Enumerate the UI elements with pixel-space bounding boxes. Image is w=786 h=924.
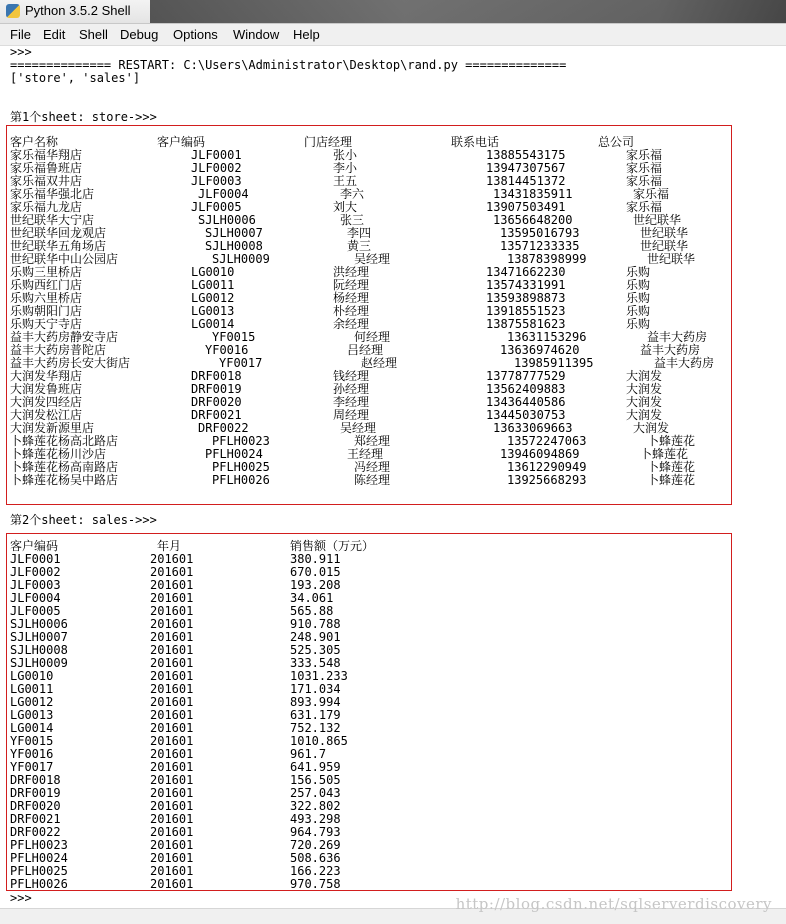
store-cell-name: 卜蜂莲花杨高北路店 [10,434,119,448]
store-cell-name: 乐购朝阳门店 [10,304,83,318]
sales-cell-code: LG0012 [10,695,54,709]
sales-cell-code: LG0013 [10,708,54,722]
sales-cell-yearmonth: 201601 [150,721,194,735]
store-cell-name: 益丰大药房静安寺店 [10,330,119,344]
store-cell-hq: 益丰大药房 [640,343,701,357]
menu-window[interactable]: Window [233,27,280,42]
store-cell-name: 世纪联华中山公园店 [10,252,119,266]
store-cell-name: 卜蜂莲花杨高南路店 [10,460,119,474]
store-cell-name: 大润发新源里店 [10,421,95,435]
store-cell-name: 益丰大药房普陀店 [10,343,107,357]
store-cell-manager: 吕经理 [347,343,384,357]
store-cell-code: PFLH0024 [205,447,263,461]
store-cell-code: LG0012 [191,291,235,305]
store-cell-name: 家乐福双井店 [10,174,83,188]
store-cell-phone: 13571233335 [500,239,580,253]
store-cell-hq: 大润发 [633,421,670,435]
store-cell-code: PFLH0026 [212,473,270,487]
sales-cell-amount: 752.132 [290,721,341,735]
store-cell-name: 乐购六里桥店 [10,291,83,305]
store-cell-code: DRF0019 [191,382,242,396]
sales-cell-code: PFLH0025 [10,864,68,878]
sales-cell-yearmonth: 201601 [150,773,194,787]
store-cell-manager: 周经理 [333,408,370,422]
sales-cell-amount: 193.208 [290,578,341,592]
store-cell-hq: 世纪联华 [640,226,689,240]
store-cell-phone: 13885543175 [486,148,566,162]
sales-cell-code: SJLH0007 [10,630,68,644]
store-cell-name: 家乐福华翔店 [10,148,83,162]
store-column-header: 门店经理 [304,135,353,149]
sales-cell-yearmonth: 201601 [150,565,194,579]
store-cell-hq: 大润发 [626,408,663,422]
sales-cell-amount: 257.043 [290,786,341,800]
store-cell-hq: 家乐福 [626,148,663,162]
menu-help[interactable]: Help [293,27,320,42]
sales-cell-code: DRF0021 [10,812,61,826]
sales-cell-amount: 1031.233 [290,669,348,683]
store-cell-manager: 李四 [347,226,372,240]
sales-cell-amount: 525.305 [290,643,341,657]
store-cell-code: PFLH0025 [212,460,270,474]
store-cell-name: 家乐福鲁班店 [10,161,83,175]
store-cell-phone: 13471662230 [486,265,566,279]
store-cell-phone: 13925668293 [507,473,587,487]
store-cell-code: JLF0001 [191,148,242,162]
store-cell-name: 世纪联华五角场店 [10,239,107,253]
sales-cell-yearmonth: 201601 [150,760,194,774]
store-cell-hq: 益丰大药房 [647,330,708,344]
shell-output[interactable] [0,46,786,908]
store-cell-code: SJLH0008 [205,239,263,253]
store-cell-manager: 孙经理 [333,382,370,396]
sales-cell-yearmonth: 201601 [150,786,194,800]
menu-bar [0,24,786,46]
sales-column-header: 客户编码 [10,539,59,553]
prompt: >>> [10,45,32,59]
sales-cell-amount: 156.505 [290,773,341,787]
store-cell-name: 大润发松江店 [10,408,83,422]
sales-cell-code: YF0016 [10,747,54,761]
store-cell-name: 世纪联华回龙观店 [10,226,107,240]
store-cell-manager: 钱经理 [333,369,370,383]
store-cell-hq: 世纪联华 [640,239,689,253]
store-column-header: 客户名称 [10,135,59,149]
store-cell-hq: 乐购 [626,291,651,305]
title-bar-background [150,0,786,23]
store-cell-manager: 杨经理 [333,291,370,305]
sales-cell-yearmonth: 201601 [150,669,194,683]
sales-cell-amount: 961.7 [290,747,327,761]
sales-cell-yearmonth: 201601 [150,617,194,631]
sales-column-header: 年月 [157,539,182,553]
sales-cell-amount: 641.959 [290,760,341,774]
store-cell-code: JLF0005 [191,200,242,214]
store-cell-manager: 冯经理 [354,460,391,474]
menu-options[interactable]: Options [173,27,218,42]
menu-debug[interactable]: Debug [120,27,159,42]
sales-cell-amount: 380.911 [290,552,341,566]
store-cell-name: 大润发鲁班店 [10,382,83,396]
store-cell-code: SJLH0007 [205,226,263,240]
sales-cell-yearmonth: 201601 [150,864,194,878]
store-cell-hq: 大润发 [626,369,663,383]
store-cell-name: 益丰大药房长安大街店 [10,356,131,370]
store-cell-hq: 家乐福 [626,200,663,214]
store-cell-manager: 陈经理 [354,473,391,487]
sales-column-header: 销售额（万元） [290,539,375,553]
sales-cell-amount: 333.548 [290,656,341,670]
store-cell-manager: 朴经理 [333,304,370,318]
store-cell-code: DRF0022 [198,421,249,435]
sales-cell-code: JLF0001 [10,552,61,566]
sales-cell-code: SJLH0006 [10,617,68,631]
store-cell-phone: 13778777529 [486,369,566,383]
store-cell-manager: 吴经理 [354,252,391,266]
store-cell-name: 卜蜂莲花杨吴中路店 [10,473,119,487]
store-cell-phone: 13947307567 [486,161,566,175]
store-cell-phone: 13631153296 [507,330,587,344]
store-cell-hq: 益丰大药房 [654,356,715,370]
store-table [6,125,732,505]
store-cell-name: 乐购天宁寺店 [10,317,83,331]
sales-cell-code: JLF0004 [10,591,61,605]
store-cell-manager: 郑经理 [354,434,391,448]
store-cell-code: YF0015 [212,330,256,344]
store-cell-manager: 李经理 [333,395,370,409]
store-cell-phone: 13436440586 [486,395,566,409]
sales-cell-amount: 970.758 [290,877,341,891]
sales-cell-code: DRF0022 [10,825,61,839]
store-cell-phone: 13946094869 [500,447,580,461]
store-cell-phone: 13918551523 [486,304,566,318]
store-cell-phone: 13636974620 [500,343,580,357]
store-cell-code: DRF0018 [191,369,242,383]
store-cell-code: SJLH0009 [212,252,270,266]
sales-cell-code: JLF0003 [10,578,61,592]
sales-cell-code: LG0011 [10,682,54,696]
sales-cell-yearmonth: 201601 [150,838,194,852]
store-cell-code: YF0016 [205,343,249,357]
sheet1-header: 第1个sheet: store->>> [10,110,157,124]
sales-cell-amount: 1010.865 [290,734,348,748]
sales-cell-amount: 720.269 [290,838,341,852]
sales-cell-amount: 631.179 [290,708,341,722]
python-icon [6,4,20,18]
store-cell-hq: 世纪联华 [647,252,696,266]
sales-cell-yearmonth: 201601 [150,682,194,696]
store-cell-hq: 卜蜂莲花 [647,473,696,487]
sales-cell-yearmonth: 201601 [150,825,194,839]
sales-cell-amount: 171.034 [290,682,341,696]
store-cell-name: 大润发四经店 [10,395,83,409]
store-cell-name: 大润发华翔店 [10,369,83,383]
store-cell-manager: 何经理 [354,330,391,344]
store-cell-phone: 13814451372 [486,174,566,188]
store-cell-hq: 乐购 [626,278,651,292]
sales-cell-yearmonth: 201601 [150,877,194,891]
store-cell-code: PFLH0023 [212,434,270,448]
store-column-header: 客户编码 [157,135,206,149]
store-cell-hq: 乐购 [626,304,651,318]
sheet2-header: 第2个sheet: sales->>> [10,513,157,527]
menu-shell[interactable]: Shell [79,27,108,42]
store-cell-phone: 13572247063 [507,434,587,448]
store-cell-hq: 卜蜂莲花 [647,434,696,448]
sales-cell-yearmonth: 201601 [150,734,194,748]
sales-cell-code: PFLH0023 [10,838,68,852]
sales-cell-code: SJLH0008 [10,643,68,657]
store-cell-name: 乐购三里桥店 [10,265,83,279]
store-cell-phone: 13985911395 [514,356,594,370]
store-cell-code: SJLH0006 [198,213,256,227]
sales-cell-yearmonth: 201601 [150,630,194,644]
store-cell-phone: 13875581623 [486,317,566,331]
sales-cell-code: LG0014 [10,721,54,735]
store-cell-hq: 大润发 [626,382,663,396]
sales-cell-amount: 493.298 [290,812,341,826]
sales-cell-amount: 565.88 [290,604,334,618]
store-cell-code: LG0010 [191,265,235,279]
store-cell-code: DRF0020 [191,395,242,409]
sales-cell-yearmonth: 201601 [150,552,194,566]
store-cell-phone: 13656648200 [493,213,573,227]
store-cell-name: 家乐福九龙店 [10,200,83,214]
store-cell-manager: 黄三 [347,239,372,253]
sales-cell-yearmonth: 201601 [150,656,194,670]
sales-cell-amount: 910.788 [290,617,341,631]
menu-edit[interactable]: Edit [43,27,66,42]
sales-cell-yearmonth: 201601 [150,708,194,722]
store-cell-hq: 卜蜂莲花 [640,447,689,461]
sheets-list: ['store', 'sales'] [10,71,141,85]
sales-cell-code: JLF0005 [10,604,61,618]
store-cell-phone: 13445030753 [486,408,566,422]
store-cell-hq: 家乐福 [626,161,663,175]
store-cell-phone: 13593898873 [486,291,566,305]
store-cell-phone: 13907503491 [486,200,566,214]
store-cell-phone: 13595016793 [500,226,580,240]
store-cell-manager: 王五 [333,174,358,188]
store-cell-name: 家乐福华强北店 [10,187,95,201]
sales-cell-code: DRF0019 [10,786,61,800]
sales-cell-code: YF0015 [10,734,54,748]
sales-cell-yearmonth: 201601 [150,591,194,605]
store-cell-manager: 洪经理 [333,265,370,279]
store-cell-code: YF0017 [219,356,263,370]
sales-cell-amount: 508.636 [290,851,341,865]
window-title: Python 3.5.2 Shell [25,3,131,18]
sales-cell-code: DRF0018 [10,773,61,787]
store-column-header: 总公司 [598,135,635,149]
store-cell-hq: 家乐福 [626,174,663,188]
store-cell-name: 世纪联华大宁店 [10,213,95,227]
store-cell-code: LG0011 [191,278,235,292]
title-bar [0,0,786,24]
sales-cell-code: DRF0020 [10,799,61,813]
store-cell-phone: 13633069663 [493,421,573,435]
store-cell-manager: 吴经理 [340,421,377,435]
sales-cell-code: LG0010 [10,669,54,683]
store-cell-name: 乐购西红门店 [10,278,83,292]
sales-table [6,533,732,891]
store-cell-hq: 家乐福 [633,187,670,201]
sales-cell-yearmonth: 201601 [150,812,194,826]
store-cell-phone: 13612290949 [507,460,587,474]
store-cell-hq: 卜蜂莲花 [647,460,696,474]
store-cell-code: JLF0004 [198,187,249,201]
sales-cell-yearmonth: 201601 [150,695,194,709]
menu-file[interactable]: File [10,27,31,42]
store-cell-manager: 张小 [333,148,358,162]
sales-cell-yearmonth: 201601 [150,747,194,761]
store-cell-code: JLF0003 [191,174,242,188]
store-cell-manager: 余经理 [333,317,370,331]
sales-cell-code: JLF0002 [10,565,61,579]
sales-cell-code: PFLH0024 [10,851,68,865]
sales-cell-yearmonth: 201601 [150,643,194,657]
watermark: http://blog.csdn.net/sqlserverdiscovery [455,895,772,913]
store-cell-phone: 13431835911 [493,187,573,201]
store-column-header: 联系电话 [451,135,500,149]
store-cell-code: JLF0002 [191,161,242,175]
store-cell-manager: 李六 [340,187,365,201]
store-cell-manager: 赵经理 [361,356,398,370]
sales-cell-amount: 670.015 [290,565,341,579]
store-cell-hq: 世纪联华 [633,213,682,227]
sales-cell-amount: 893.994 [290,695,341,709]
store-cell-phone: 13878398999 [507,252,587,266]
store-cell-manager: 阮经理 [333,278,370,292]
sales-cell-code: YF0017 [10,760,54,774]
store-cell-name: 卜蜂莲花杨川沙店 [10,447,107,461]
prompt-end: >>> [10,891,32,905]
store-cell-hq: 乐购 [626,317,651,331]
sales-cell-yearmonth: 201601 [150,578,194,592]
store-cell-manager: 张三 [340,213,365,227]
sales-cell-amount: 166.223 [290,864,341,878]
sales-cell-amount: 322.802 [290,799,341,813]
store-cell-hq: 乐购 [626,265,651,279]
sales-cell-amount: 964.793 [290,825,341,839]
store-cell-manager: 李小 [333,161,358,175]
sales-cell-code: PFLH0026 [10,877,68,891]
sales-cell-amount: 34.061 [290,591,334,605]
sales-cell-yearmonth: 201601 [150,851,194,865]
sales-cell-yearmonth: 201601 [150,799,194,813]
store-cell-hq: 大润发 [626,395,663,409]
store-cell-manager: 刘大 [333,200,358,214]
store-cell-code: LG0013 [191,304,235,318]
store-cell-code: DRF0021 [191,408,242,422]
sales-cell-code: SJLH0009 [10,656,68,670]
store-cell-manager: 王经理 [347,447,384,461]
store-cell-phone: 13562409883 [486,382,566,396]
store-cell-phone: 13574331991 [486,278,566,292]
restart-line: ============== RESTART: C:\Users\Administrator\Desktop\rand.py ============== [10,58,567,72]
sales-cell-yearmonth: 201601 [150,604,194,618]
sales-cell-amount: 248.901 [290,630,341,644]
store-cell-code: LG0014 [191,317,235,331]
